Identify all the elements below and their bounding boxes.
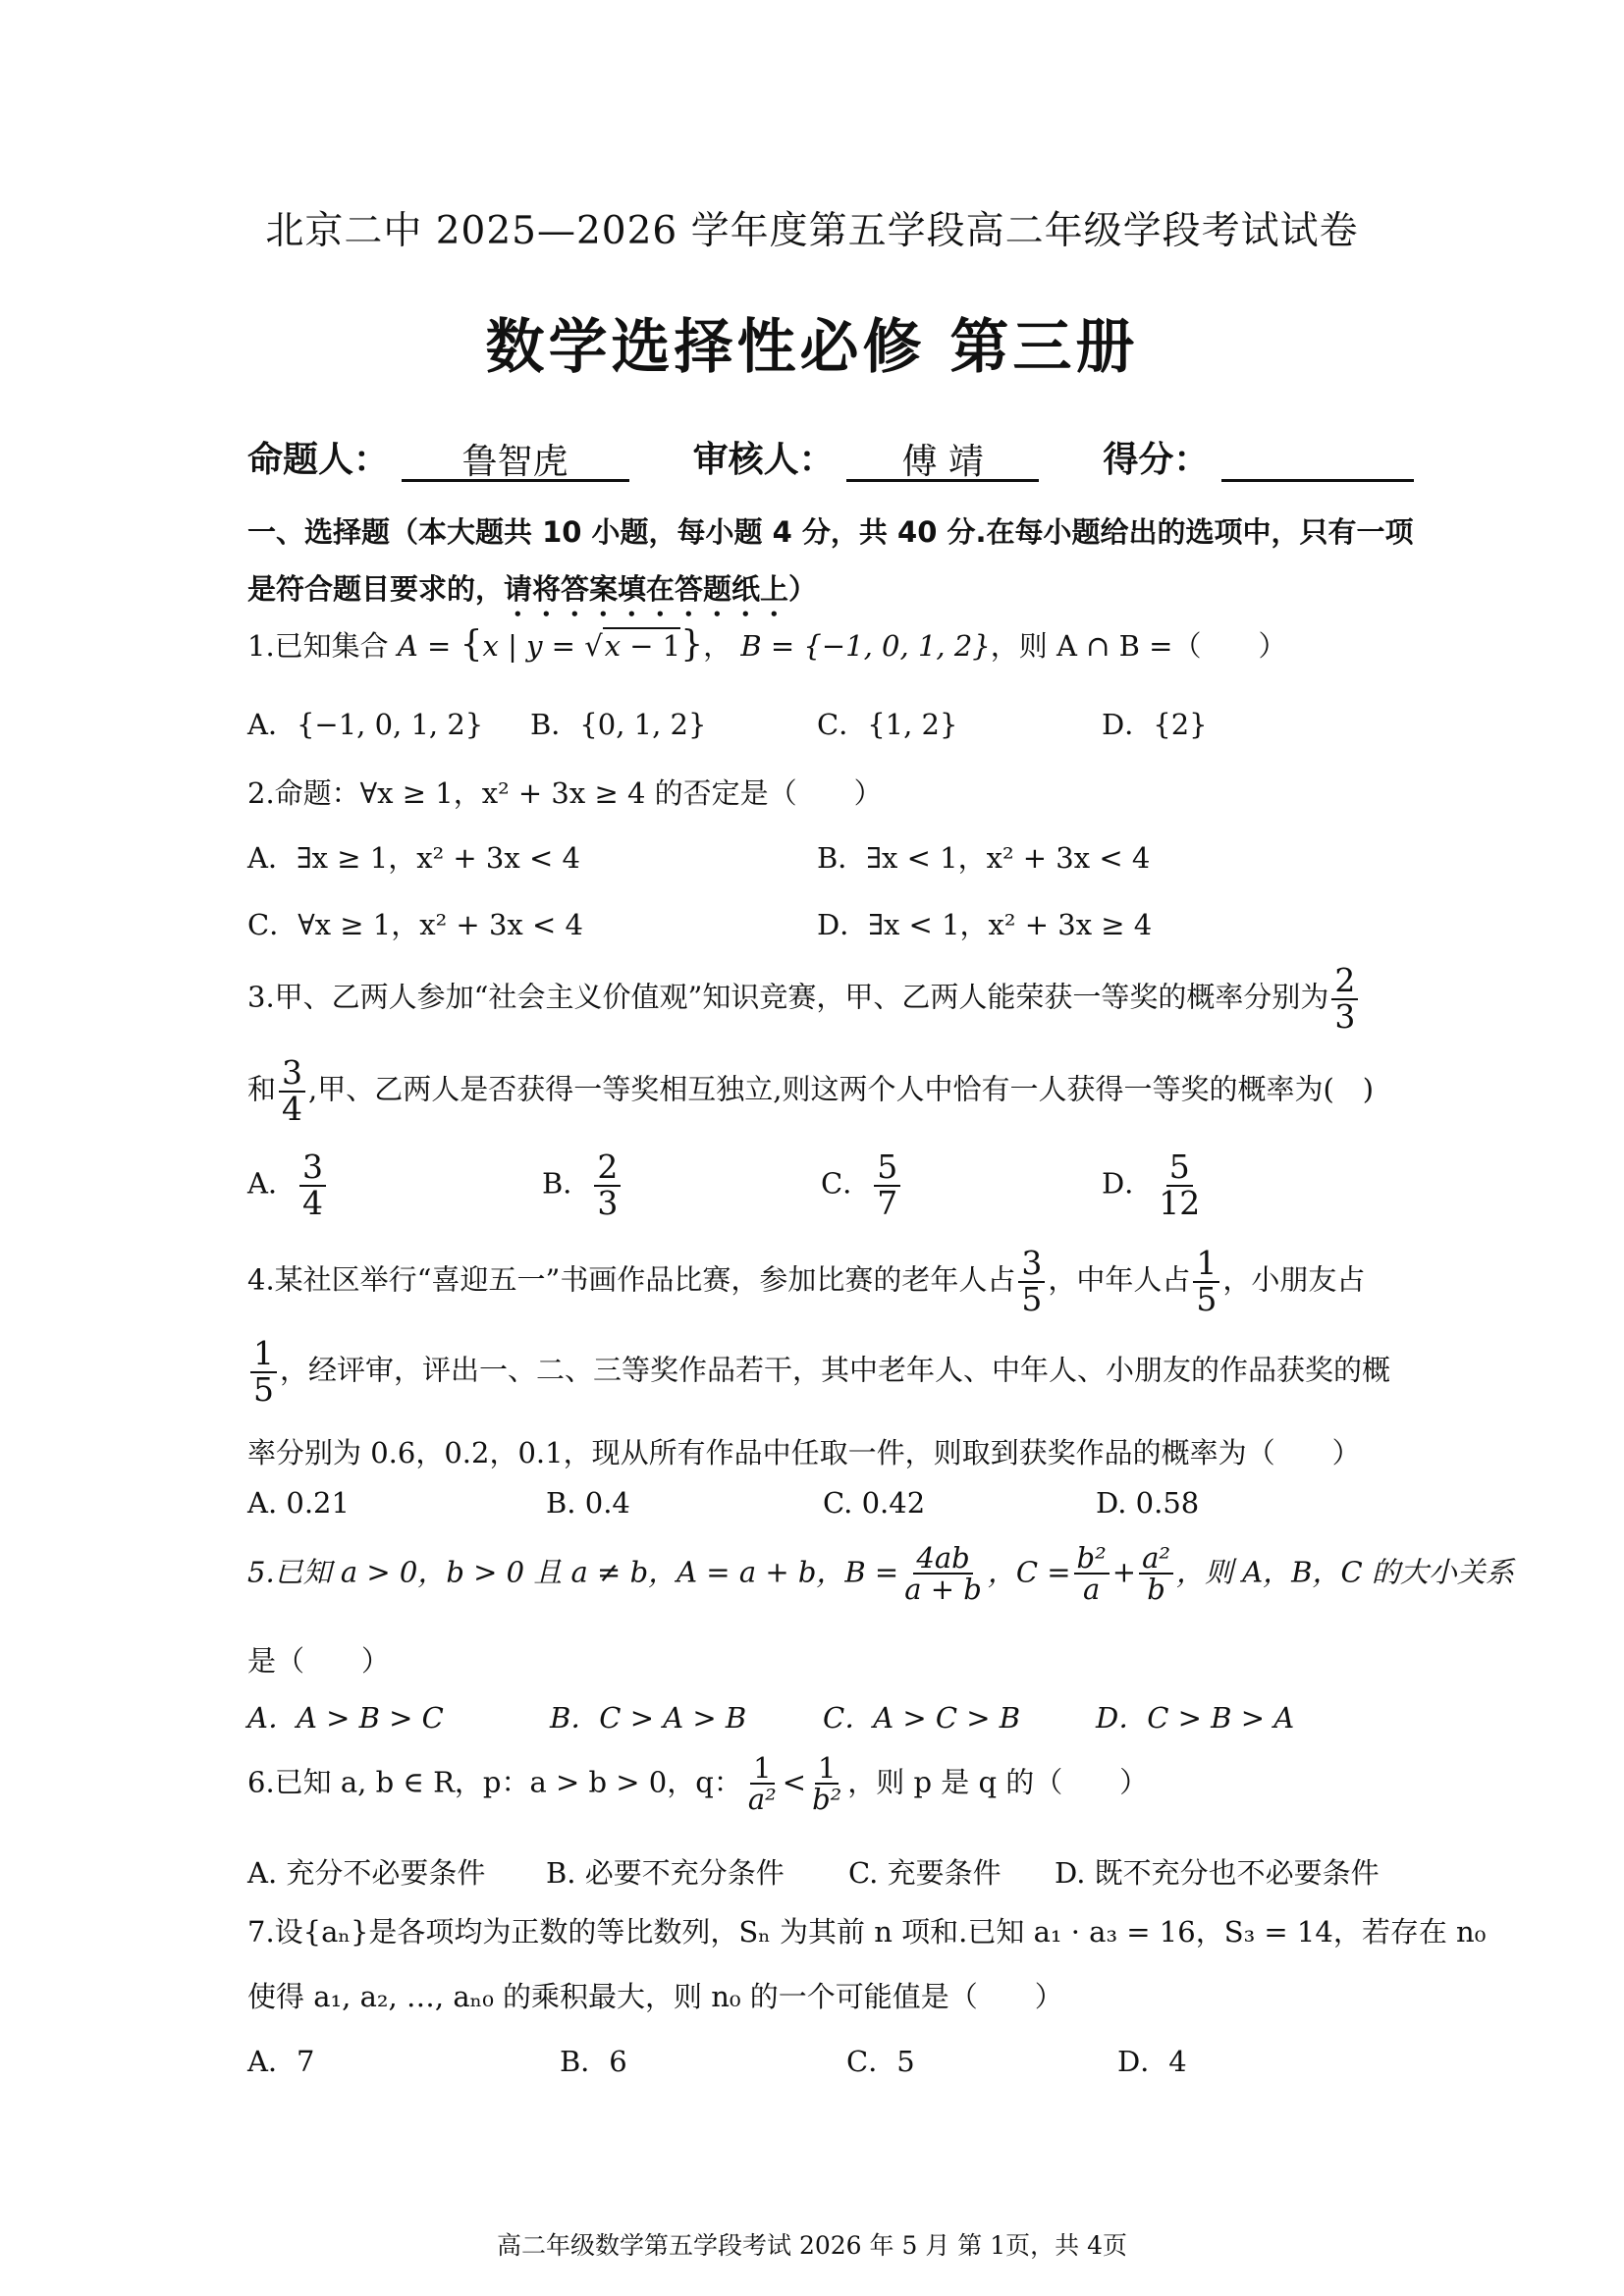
section-heading-line2 [247,567,817,623]
q5-c1-num: b² [1074,1543,1110,1575]
section-heading-emphasis: 请将答案填在答题纸上 [504,572,789,606]
question-7-line1: 7.设{aₙ}是各项均为正数的等比数列，Sₙ 为其前 n 项和.已知 a₁ · a₃ = 16，S₃ = 14，若存在 n₀ [247,1915,1487,1949]
q4-option-b: B. 0.4 [546,1486,630,1520]
q1-set-b: B = {−1, 0, 1, 2} [740,629,991,663]
q4-option-c: C. 0.42 [823,1486,926,1520]
q3-opt-d-label: D． [1102,1166,1154,1201]
question-2-stem: 2.命题：∀x ≥ 1，x² + 3x ≥ 4 的否定是（ ） [247,776,883,810]
q2-option-d: D．∃x < 1，x² + 3x ≥ 4 [817,908,1153,941]
q1-option-c: C．{1, 2} [817,708,958,741]
question-1-stem [247,624,1286,665]
q1-option-a: A．{−1, 0, 1, 2} [247,708,484,741]
exam-meta-line [247,432,1414,482]
q5-b-num: 4ab [913,1543,972,1575]
exam-title: 北京二中 2025—2026 学年度第五学段高二年级学段考试试卷 [265,209,1359,253]
question-3-line1 [247,961,1361,1036]
q5-text1b: ，C = [987,1555,1071,1589]
author-label: 命题人： [247,440,390,480]
q3-opt-c-num: 5 [874,1150,900,1187]
q2-option-a: A．∃x ≥ 1，x² + 3x < 4 [247,841,580,875]
q7-option-b: B．6 [560,2045,627,2078]
q4-text1b: ，中年人占 [1048,1262,1191,1297]
q4-text2: ，经评审，评出一、二、三等奖作品若干，其中老年人、中年人、小朋友的作品获奖的概 [280,1353,1391,1387]
q6-f1-den: a² [747,1783,777,1817]
q3-opt-b-label: B． [542,1166,592,1201]
score-blank [1221,434,1414,482]
q1-option-d: D．{2} [1102,708,1208,741]
author-name: 鲁智虎 [402,434,629,482]
q3-opt-c-den: 7 [877,1183,898,1222]
q4-fa-num: 3 [1018,1247,1045,1283]
q4-fb-den: 5 [1196,1279,1218,1318]
q5-option-d: D．C > B > A [1096,1701,1295,1735]
q7-option-a: A．7 [247,2045,315,2078]
section-heading-line1: 一、选择题（本大题共 10 小题，每小题 4 分，共 40 分.在每小题给出的选项中，只有一项 [247,515,1414,549]
q5-text1c: ，则 A，B，C 的大小关系 [1175,1555,1514,1589]
q5-option-c: C．A > C > B [823,1701,1021,1735]
q6-option-c: C. 充要条件 [848,1856,1001,1890]
q3-opt-b-num: 2 [594,1150,621,1187]
q3-option-b [542,1150,623,1220]
q4-text1a: 4.某社区举行“喜迎五一”书画作品比赛，参加比赛的老年人占 [247,1262,1016,1297]
q7-option-c: C．5 [846,2045,915,2078]
q4-text1c: ，小朋友占 [1222,1262,1366,1297]
q5-option-a: A．A > B > C [247,1701,444,1735]
score-label: 得分： [1103,440,1210,480]
q5-c2-num: a² [1139,1543,1173,1575]
question-5-line1 [247,1543,1514,1605]
q1-prefix: 1.已知集合 [247,629,389,663]
q1-set-a: A = {x | y = √x − 1} [397,624,704,665]
q4-fb-num: 1 [1193,1247,1219,1283]
q4-fa-den: 5 [1021,1279,1043,1318]
q7-option-d: D．4 [1117,2045,1187,2078]
q3-text2a: 和 [247,1072,277,1106]
exam-subtitle: 数学选择性必修 第三册 [485,313,1139,382]
question-4-line3: 率分别为 0.6，0.2，0.1，现从所有作品中任取一件，则取到获奖作品的概率为（ ） [247,1436,1361,1469]
q5-text1a: 5.已知 a > 0，b > 0 且 a ≠ b，A = a + b，B = [247,1555,899,1589]
q6-f2-num: 1 [815,1753,839,1785]
q4-fc-den: 5 [253,1369,274,1409]
q3-frac1-den: 3 [1334,996,1356,1036]
q3-option-a [247,1150,329,1220]
q3-opt-d-num: 5 [1166,1150,1193,1187]
question-4-line1 [247,1244,1366,1318]
q3-text: 3.甲、乙两人参加“社会主义价值观”知识竞赛，甲、乙两人能荣获一等奖的概率分别为 [247,980,1329,1014]
q3-option-c [821,1150,903,1220]
q2-option-b: B．∃x < 1，x² + 3x < 4 [817,841,1151,875]
q6-option-a: A. 充分不必要条件 [247,1856,486,1890]
q3-opt-a-num: 3 [299,1150,326,1187]
q2-option-c: C．∀x ≥ 1，x² + 3x < 4 [247,908,583,941]
q3-opt-b-den: 3 [597,1183,619,1222]
q4-option-a: A. 0.21 [247,1486,350,1520]
section-heading-close: ） [788,572,818,606]
q6-text-a: 6.已知 a, b ∈ R，p：a > b > 0，q： [247,1765,742,1799]
q6-f2-den: b² [812,1783,842,1817]
q3-opt-a-den: 4 [301,1183,323,1222]
question-3-line2 [247,1053,1375,1128]
q5-b-den: a + b [904,1573,982,1607]
q5-option-b: B．C > A > B [550,1701,747,1735]
q3-frac1-num: 2 [1331,964,1358,1000]
question-6-stem [247,1753,1148,1815]
section-heading-text: 是符合题目要求的， [247,572,505,606]
q1-suffix: ，则 A ∩ B =（ ） [990,629,1287,663]
q3-opt-a-label: A． [247,1166,297,1201]
q5-c2-den: b [1147,1573,1165,1607]
q6-less-than: < [782,1765,807,1799]
q3-frac2-den: 4 [282,1089,303,1128]
q6-text-b: ，则 p 是 q 的（ ） [847,1765,1149,1799]
question-5-line2: 是（ ） [247,1644,391,1678]
q3-option-d [1102,1150,1206,1220]
q6-option-d: D. 既不充分也不必要条件 [1055,1856,1380,1890]
reviewer-label: 审核人： [692,440,835,480]
q6-option-b: B. 必要不充分条件 [546,1856,785,1890]
page-footer: 高二年级数学第五学段考试 2026 年 5 月 第 1页，共 4页 [497,2231,1127,2260]
question-7-line2: 使得 a₁, a₂, …, aₙ₀ 的乘积最大，则 n₀ 的一个可能值是（ ） [247,1980,1063,2013]
q3-frac2-num: 3 [279,1056,305,1093]
q1-separator: ， [703,629,732,663]
q5-c1-den: a [1083,1573,1101,1607]
q4-option-d: D. 0.58 [1096,1486,1200,1520]
q1-option-b: B．{0, 1, 2} [530,708,707,741]
q3-opt-c-label: C． [821,1166,872,1201]
q4-fc-num: 1 [250,1337,277,1373]
q5-plus: + [1111,1555,1137,1589]
q6-f1-num: 1 [750,1753,774,1785]
q3-text2b: ,甲、乙两人是否获得一等奖相互独立,则这两个人中恰有一人获得一等奖的概率为( ) [308,1072,1375,1106]
q3-opt-d-den: 12 [1159,1183,1201,1222]
reviewer-name: 傅 靖 [846,434,1039,482]
question-4-line2 [247,1334,1391,1409]
